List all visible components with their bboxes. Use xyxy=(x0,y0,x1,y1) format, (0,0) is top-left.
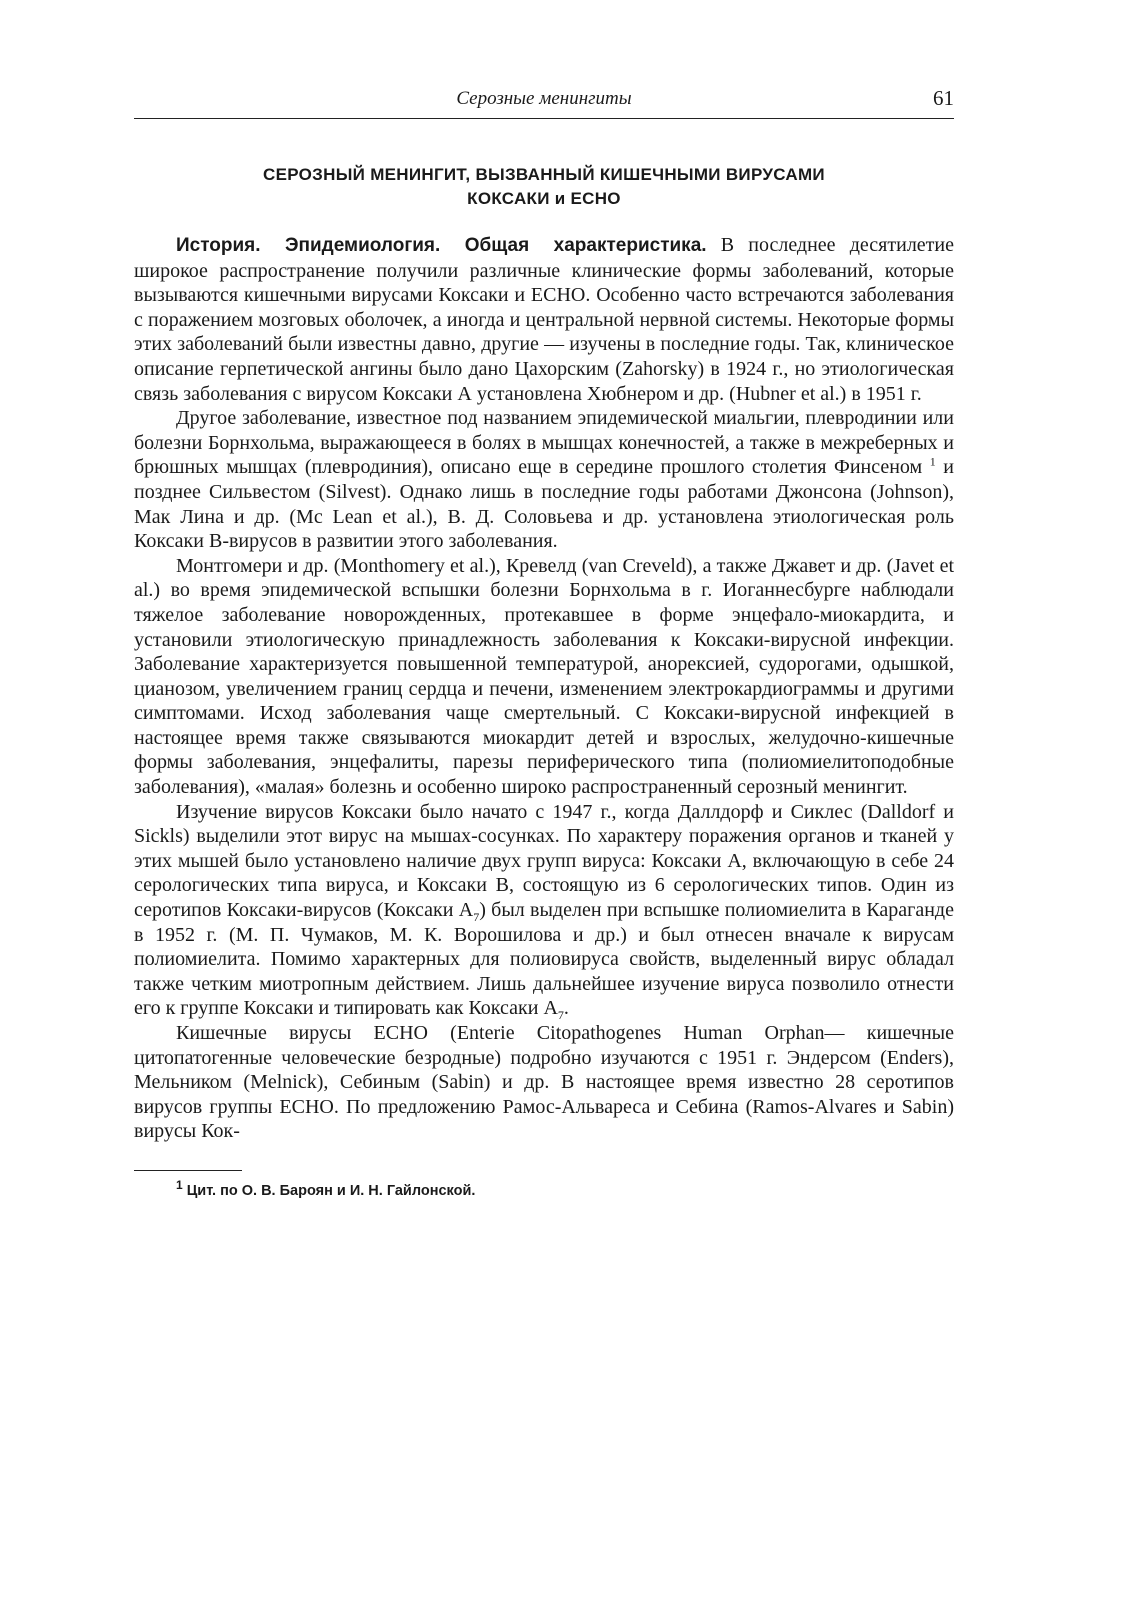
subscript-7: 7 xyxy=(473,910,480,925)
footnote-divider xyxy=(134,1170,242,1171)
paragraph-1 xyxy=(134,233,954,406)
chapter-title-line-1: СЕРОЗНЫЙ МЕНИНГИТ, ВЫЗВАННЫЙ КИШЕЧНЫМИ ВИРУСАМИ xyxy=(263,165,825,184)
chapter-title xyxy=(134,163,954,211)
chapter-title-line-2: КОКСАКИ и ECHO xyxy=(467,189,621,208)
section-run-in-heading: История. Эпидемиология. Общая характеристика. xyxy=(176,235,707,256)
footnote xyxy=(134,1178,954,1199)
footnote-reference: 1 xyxy=(929,454,936,469)
running-header xyxy=(134,84,954,119)
paragraph-3 xyxy=(134,554,954,800)
book-page xyxy=(134,84,954,1199)
running-title: Серозные менингиты xyxy=(456,88,632,109)
paragraph-5-text: Кишечные вирусы ECHO (Enterie Citopathogenes Human Orphan— кишечные цитопатогенные человеческие безродные) подробно изучаются с 1951 г. Эндерсом (Enders), Мельником (Melnick), Себиным (Sabin) и др. В настоящее время известно 28 серотипов вирусов группы ECHO. По предложению Рамос-Альвареса и Себина (Ramos-Alvares и Sabin) вирусы Кок- xyxy=(134,1022,954,1143)
paragraph-1-text: В последнее десятилетие широкое распространение получили различные клинические формы заболеваний, которые вызываются кишечными вирусами Коксаки и ECHO. Особенно часто встречаются заболевания с поражением мозговых оболочек, а иногда и центральной нервной системы. Некоторые формы этих заболеваний были известны давно, другие — изучены в последние годы. Так, клиническое описание герпетической ангины было дано Цахорским (Zahorsky) в 1924 г., но этиологическая связь заболевания с вирусом Коксаки А установлена Хюбнером и др. (Hubner et al.) в 1951 г. xyxy=(134,234,954,405)
paragraph-2 xyxy=(134,406,954,554)
paragraph-3-text: Монтгомери и др. (Monthomery et al.), Кревелд (van Creveld), а также Джавет и др. (Javet et al.) во время эпидемической вспышки болезни Борнхольма в г. Иоганнесбурге наблюдали тяжелое заболевание новорожденных, протекавшее в форме энцефало-миокардита, и установили этиологическую принадлежность заболевания к Коксаки-вирусной инфекции. Заболевание характеризуется повышенной температурой, анорексией, судорогами, одышкой, цианозом, увеличением границ сердца и печени, изменением электрокардиограммы и другими симптомами. Исход заболевания чаще смертельный. С Коксаки-вирусной инфекцией в настоящее время также связываются миокардит детей и взрослых, желудочно-кишечные формы заболевания, энцефалиты, парезы периферического типа (полиомиелитоподобные заболевания), «малая» болезнь и особенно широко распространенный серозный менингит. xyxy=(134,554,954,799)
footnote-mark: 1 xyxy=(176,1178,183,1193)
paragraph-2-text-a: Другое заболевание, известное под названием эпидемической миальгии, плевродинии или болезни Борнхольма, выражающееся в болях в мышцах конечностей, а также в межреберных и брюшных мышцах (плевродиния), описано еще в середине прошлого столетия Финсеном xyxy=(134,407,954,479)
page-number: 61 xyxy=(933,86,954,110)
paragraph-5 xyxy=(134,1021,954,1144)
paragraph-2-text-b: и позднее Сильвестом (Silvest). Однако лишь в последние годы работами Джонсона (Johnson), Мак Лина и др. (Mc Lean et al.), В. Д. Соловьева и др. установлена этиологическая роль Коксаки В-вирусов в развитии этого заболевания. xyxy=(134,456,954,553)
paragraph-4-text-a: Изучение вирусов Коксаки было начато с 1947 г., когда Даллдорф и Сиклес (Dalldorf и Sickls) выделили этот вирус на мышах-сосунках. По характеру поражения органов и тканей у этих мышей было установлено наличие двух групп вируса: Коксаки А, включающую в себе 24 серологических типа вируса, и Коксаки В, состоящую из 6 серологических типов. Один из серотипов Коксаки-вирусов (Коксаки А xyxy=(134,800,954,922)
subscript-7: 7 xyxy=(557,1008,564,1023)
body-text xyxy=(134,233,954,1144)
footnote-text: Цит. по О. В. Бароян и И. Н. Гайлонской. xyxy=(186,1182,476,1199)
paragraph-4-text-b: ) был выделен при вспышке полиомиелита в Караганде в 1952 г. (М. П. Чумаков, М. К. Ворошилова и др.) и был отнесен вначале к вирусам полиомиелита. Помимо характерных для полиовируса свойств, выделенный вирус обладал также четким миотропным действием. Лишь дальнейшее изучение вируса позволило отнести его к группе Коксаки и типировать как Коксаки А xyxy=(134,899,954,1020)
paragraph-4-text-c: . xyxy=(563,997,569,1020)
paragraph-4 xyxy=(134,800,954,1021)
